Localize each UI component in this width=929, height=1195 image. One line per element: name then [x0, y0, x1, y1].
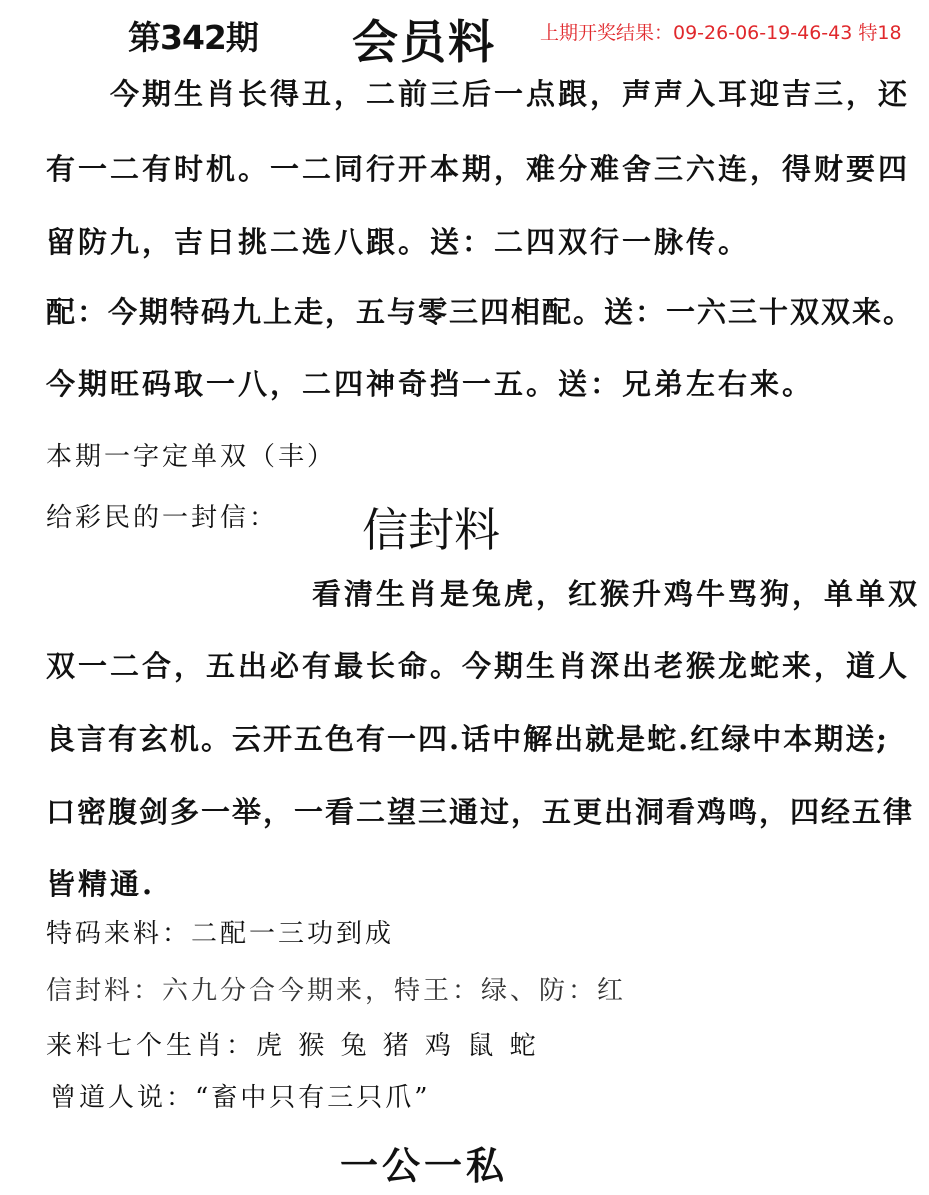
member-line: 留防九，吉日挑二选八跟。送：二四双行一脉传。 — [46, 225, 751, 259]
letter-line: 看清生肖是兔虎，红猴升鸡牛骂狗，单单双 — [312, 577, 921, 611]
footer-text: 一公一私 — [340, 1143, 509, 1188]
envelope-note: 信封料：六九分合今期来，特王：绿、防：红 — [46, 976, 627, 1006]
member-line: 今期生肖长得丑，二前三后一点跟，声声入耳迎吉三，还 — [110, 77, 911, 111]
issue-number: 第342期 — [128, 18, 258, 57]
last-result: 上期开奖结果：09-26-06-19-46-43 特18 — [540, 22, 902, 44]
member-line: 今期旺码取一八，二四神奇挡一五。送：兄弟左右来。 — [46, 367, 815, 401]
letter-line: 双一二合，五出必有最长命。今期生肖深出老猴龙蛇来，道人 — [46, 649, 911, 683]
letter-label: 给彩民的一封信： — [46, 503, 279, 533]
letter-line: 皆精通. — [46, 867, 156, 901]
saying-note: 曾道人说：“畜中只有三只爪” — [50, 1083, 431, 1113]
letter-line: 良言有玄机。云开五色有一四.话中解出就是蛇.红绿中本期送; — [46, 722, 889, 756]
special-note: 特码来料：二配一三功到成 — [46, 919, 395, 949]
letter-line: 口密腹剑多一举，一看二望三通过，五更出洞看鸡鸣，四经五律 — [46, 795, 915, 829]
member-line: 配：今期特码九上走，五与零三四相配。送：一六三十双双来。 — [46, 295, 915, 329]
page-title: 会员料 — [352, 15, 496, 69]
member-line: 有一二有时机。一二同行开本期，难分难舍三六连，得财要四 — [46, 152, 911, 186]
zodiac-note: 来料七个生肖：虎 猴 兔 猪 鸡 鼠 蛇 — [46, 1031, 540, 1061]
single-double: 本期一字定单双（丰） — [46, 442, 337, 472]
letter-title: 信封料 — [362, 503, 500, 557]
